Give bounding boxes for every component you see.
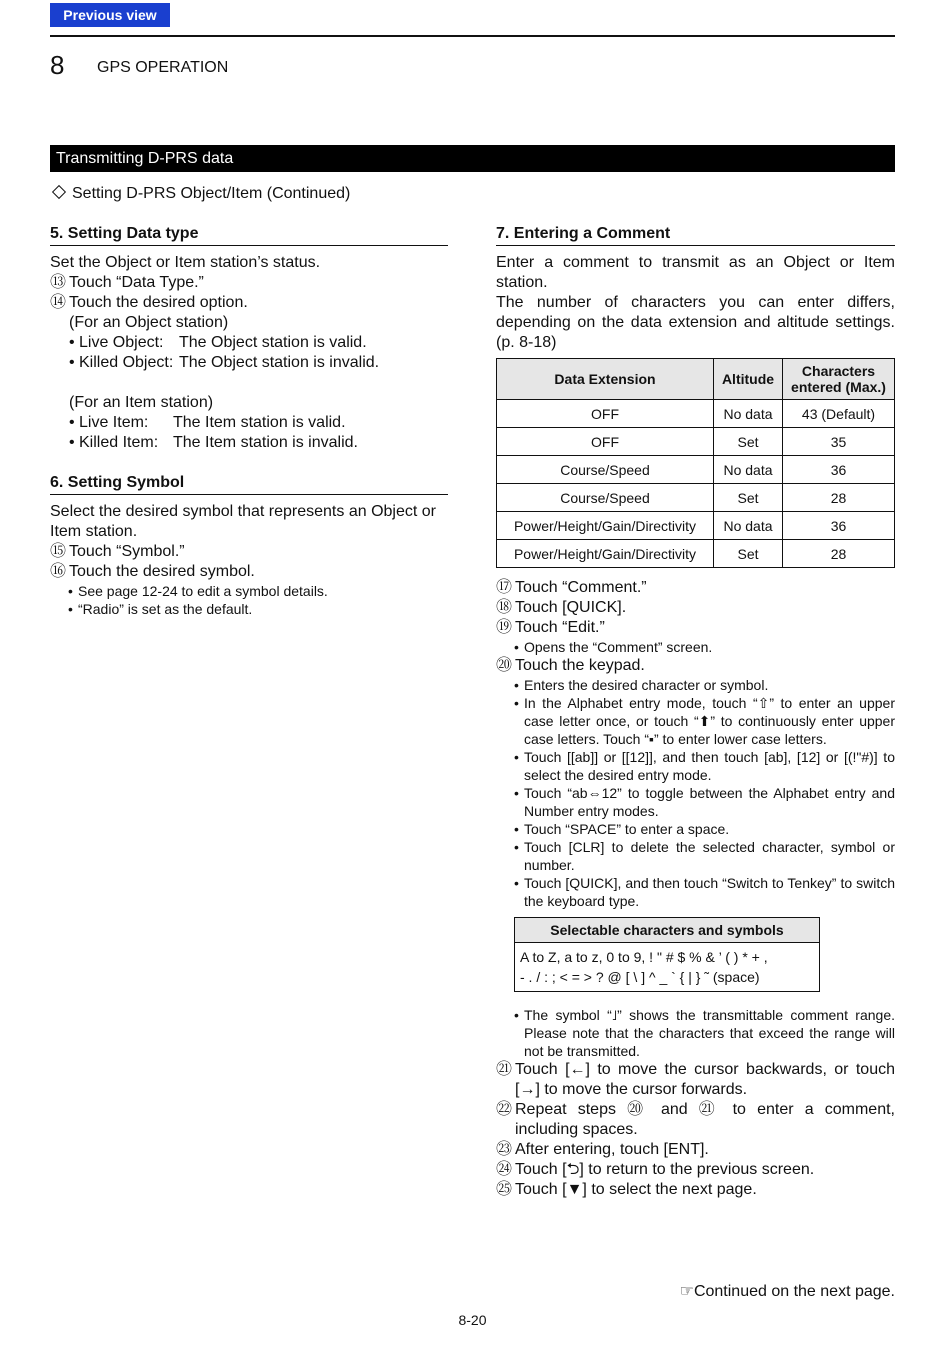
- note-comment-range: • The symbol “˩” shows the transmittable comment range. Please note that the characters that exceed the range will not be transmitted.: [514, 1007, 895, 1059]
- step-20: ⑳ Touch the keypad.: [496, 657, 645, 674]
- page-number: 8-20: [458, 1312, 487, 1328]
- chars-line-2: - . / : ; < = > ? @ [ \ ] ^ _ ` { | } ˜ (space): [520, 969, 760, 985]
- col-header-data-extension: Data Extension: [497, 359, 714, 400]
- note-keypad-5: • Touch “SPACE” to enter a space.: [514, 821, 730, 837]
- previous-view-button[interactable]: Previous view: [50, 3, 170, 27]
- step-16: ⑯ Touch the desired symbol.: [50, 563, 255, 580]
- selectable-characters-table: [514, 917, 820, 992]
- note-keypad-6: • Touch [CLR] to delete the selected character, symbol or number.: [514, 839, 895, 873]
- option-live-item: • Live Item: The Item station is valid.: [69, 414, 346, 431]
- header-rule: [50, 35, 895, 37]
- continued-note: ☞Continued on the next page.: [679, 1283, 895, 1300]
- step-15: ⑮ Touch “Symbol.”: [50, 543, 185, 560]
- left-column: [50, 224, 448, 618]
- chapter-number: 8: [50, 50, 65, 80]
- note-symbol-page: • See page 12-24 to edit a symbol details.: [68, 583, 328, 599]
- s6-intro: Select the desired symbol that represents an Object or Item station.: [50, 503, 436, 540]
- note-opens-comment: • Opens the “Comment” screen.: [514, 639, 713, 655]
- diamond-icon: [52, 185, 66, 199]
- table-header-row: [497, 359, 895, 400]
- step-18: ⑱ Touch [QUICK].: [496, 599, 627, 616]
- heading-setting-symbol: 6. Setting Symbol: [50, 473, 448, 495]
- subsection-title: [50, 184, 350, 204]
- step-21: ㉑ Touch [←] to move the cursor backwards, or touch [→] to move the cursor forwards.: [496, 1061, 895, 1098]
- step-23: ㉓ After entering, touch [ENT].: [496, 1141, 709, 1158]
- subsection-title-text: Setting D-PRS Object/Item (Continued): [72, 185, 351, 202]
- table-row: Course/Speed Set 28: [497, 484, 895, 512]
- note-keypad-2: • In the Alphabet entry mode, touch “⇧” to enter an upper case letter once, or touch “⬆” to continuously enter upper case letters. Touch “▪” to enter lower case letters.: [514, 695, 895, 747]
- note-radio-default: • “Radio” is set as the default.: [68, 601, 253, 617]
- col-header-altitude: Altitude: [714, 359, 783, 400]
- note-keypad-4: • Touch “ab⇔12” to toggle between the Alphabet entry and Number entry modes.: [514, 785, 895, 819]
- heading-entering-comment: 7. Entering a Comment: [496, 224, 895, 246]
- step-14: ⑭ Touch the desired option.: [50, 294, 248, 311]
- table-row: Power/Height/Gain/Directivity Set 28: [497, 540, 895, 568]
- s7-intro-2: The number of characters you can enter differs, depending on the data extension and altitude settings. (p. 8-18): [496, 294, 895, 351]
- step-24: ㉔ Touch [⮌] to return to the previous screen.: [496, 1161, 815, 1178]
- selectable-characters-cell: [515, 943, 820, 992]
- step-25: ㉕ Touch [▼] to select the next page.: [496, 1181, 757, 1198]
- table-row: Power/Height/Gain/Directivity No data 36: [497, 512, 895, 540]
- note-keypad-7: • Touch [QUICK], and then touch “Switch to Tenkey” to switch the keyboard type.: [514, 875, 895, 909]
- table-row: OFF Set 35: [497, 428, 895, 456]
- step-19: ⑲ Touch “Edit.”: [496, 619, 605, 636]
- selectable-characters-header: Selectable characters and symbols: [515, 918, 820, 943]
- item-station-label: (For an Item station): [69, 394, 214, 411]
- note-keypad-3: • Touch [[ab]] or [[12]], and then touch [ab], [12] or [(!"#)] to select the desired entry mode.: [514, 749, 895, 783]
- option-killed-object: • Killed Object: The Object station is invalid.: [69, 354, 380, 371]
- chapter-title: GPS OPERATION: [97, 59, 229, 76]
- option-killed-item: • Killed Item: The Item station is invalid.: [69, 434, 358, 451]
- step-17: ⑰ Touch “Comment.”: [496, 579, 647, 596]
- chars-line-1: A to Z, a to z, 0 to 9, ! " # $ % & ’ ( ) * + ,: [520, 949, 768, 965]
- object-station-label: (For an Object station): [69, 314, 229, 331]
- section-title: Transmitting D-PRS data: [56, 150, 234, 167]
- note-keypad-1: • Enters the desired character or symbol.: [514, 677, 769, 693]
- col-header-characters: Characters entered (Max.): [783, 359, 895, 400]
- section-title-bar: [50, 145, 895, 172]
- heading-setting-data-type: 5. Setting Data type: [50, 224, 448, 246]
- right-column: [496, 224, 895, 1200]
- step-13: ⑬ Touch “Data Type.”: [50, 274, 204, 291]
- s7-intro-1: Enter a comment to transmit as an Object or Item station.: [496, 254, 895, 291]
- table-row: Course/Speed No data 36: [497, 456, 895, 484]
- table-row: OFF No data 43 (Default): [497, 400, 895, 428]
- step-22: ㉒ Repeat steps ⑳ and ㉑ to enter a comment, including spaces.: [496, 1101, 895, 1138]
- character-limit-table: [496, 358, 895, 568]
- option-live-object: • Live Object: The Object station is valid.: [69, 334, 367, 351]
- s5-intro: Set the Object or Item station’s status.: [50, 254, 321, 271]
